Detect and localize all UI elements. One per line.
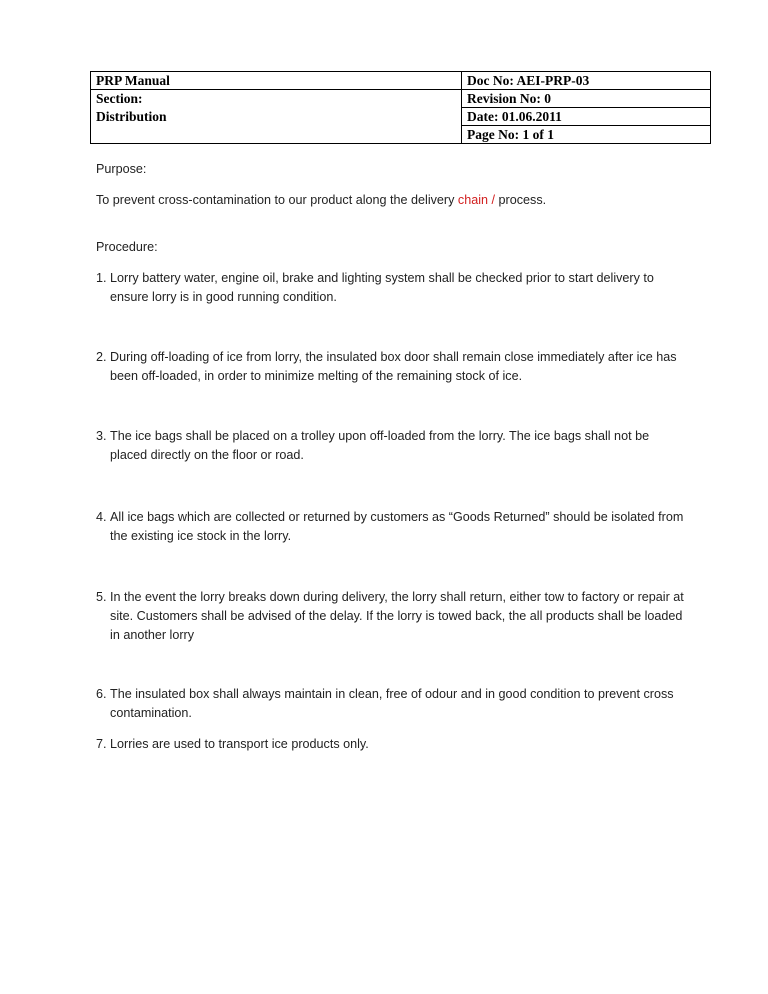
procedure-item: [96, 508, 686, 546]
procedure-item: [96, 269, 686, 307]
procedure-item-number: 2.: [96, 350, 111, 364]
procedure-item: [96, 427, 686, 465]
revision-number: Revision No: 0: [462, 90, 711, 108]
procedure-heading: Procedure:: [96, 240, 158, 254]
section-label: Section:: [91, 90, 462, 108]
purpose-text-highlight: chain /: [457, 193, 496, 207]
section-value: Distribution: [91, 108, 462, 126]
procedure-item-text: During off-loading of ice from lorry, the insulated box door shall remain close immediately after ice has been off-loaded, in order to minimize melting of the remaining stock of ice.: [110, 350, 677, 383]
procedure-item-text: The ice bags shall be placed on a trolley upon off-loaded from the lorry. The ice bags shall not be placed directly on the floor or road.: [110, 429, 650, 462]
header-row: [91, 126, 711, 144]
manual-title: PRP Manual: [91, 72, 462, 90]
header-row: [91, 108, 711, 126]
header-row: [91, 90, 711, 108]
document-header-table: [90, 71, 711, 144]
page-number: Page No: 1 of 1: [462, 126, 711, 144]
procedure-item-number: 5.: [96, 590, 111, 604]
procedure-item-number: 4.: [96, 510, 111, 524]
purpose-text-start: To prevent cross-contamination to our product along the delivery: [96, 193, 458, 207]
procedure-item-text: Lorry battery water, engine oil, brake and lighting system shall be checked prior to start delivery to ensure lorry is in good running condition.: [110, 271, 654, 304]
procedure-item-number: 7.: [96, 737, 111, 751]
procedure-item: [96, 735, 686, 754]
procedure-item-text: The insulated box shall always maintain in clean, free of odour and in good condition to prevent cross contamination.: [110, 687, 674, 720]
purpose-text: [96, 191, 686, 210]
purpose-heading: Purpose:: [96, 162, 147, 176]
procedure-item: [96, 685, 686, 723]
document-body: [96, 160, 686, 754]
header-row: [91, 72, 711, 90]
procedure-item-number: 3.: [96, 429, 111, 443]
procedure-item-text: All ice bags which are collected or returned by customers as “Goods Returned” should be isolated from the existing ice stock in the lorry.: [110, 510, 684, 543]
procedure-item: [96, 588, 686, 645]
procedure-item-text: Lorries are used to transport ice products only.: [110, 737, 369, 751]
doc-number: Doc No: AEI-PRP-03: [462, 72, 711, 90]
procedure-item-number: 6.: [96, 687, 111, 701]
empty-cell: [91, 126, 462, 144]
document-date: Date: 01.06.2011: [462, 108, 711, 126]
purpose-text-end: process.: [495, 193, 547, 207]
procedure-item-number: 1.: [96, 271, 111, 285]
procedure-item-text: In the event the lorry breaks down during delivery, the lorry shall return, either tow to factory or repair at site. Customers shall be advised of the delay. If the lorry is towed back, the all products shall be loaded in another lorry: [110, 590, 684, 642]
procedure-item: [96, 348, 686, 386]
